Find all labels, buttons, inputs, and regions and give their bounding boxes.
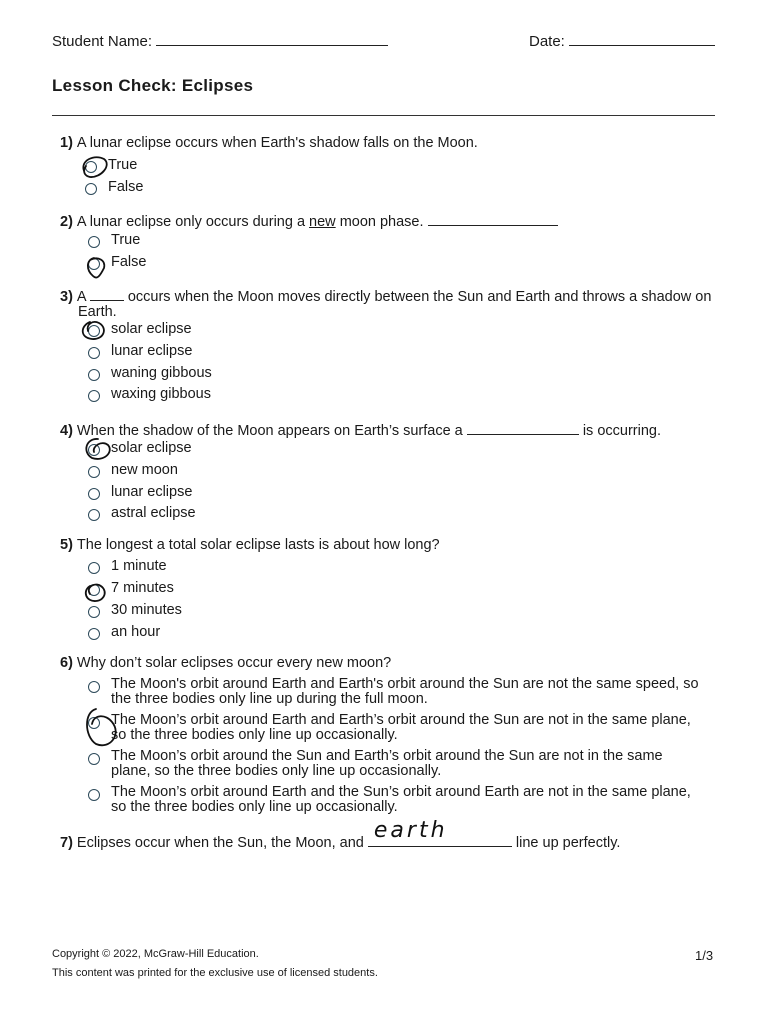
radio-button[interactable] [88, 509, 100, 521]
emphasis-word: new [309, 214, 336, 230]
radio-button[interactable] [85, 161, 97, 173]
radio-button[interactable] [88, 606, 100, 618]
radio-button[interactable] [88, 236, 100, 248]
page-title: Lesson Check: Eclipses [52, 76, 254, 95]
radio-button[interactable] [88, 628, 100, 640]
option-q4-a[interactable]: solar eclipse [88, 441, 703, 458]
footer-copyright: Copyright © 2022, McGraw-Hill Education. [52, 948, 259, 960]
question-number: 1) [60, 135, 73, 151]
radio-button[interactable] [88, 681, 100, 693]
option-q1-true[interactable]: True [85, 158, 700, 175]
radio-button[interactable] [88, 753, 100, 765]
option-q6-b[interactable]: The Moon’s orbit around Earth and Earth’s orbit around the Sun are not in the same plane, so the three bodies only line up occasionally. [88, 713, 703, 745]
option-q4-d[interactable]: astral eclipse [88, 506, 703, 523]
question-5: 5) The longest a total solar eclipse lasts is about how long? [60, 537, 440, 553]
option-q6-d[interactable]: The Moon’s orbit around Earth and the Sun’s orbit around Earth are not in the same plane, so the three bodies only line up occasionally. [88, 785, 703, 817]
radio-button[interactable] [88, 488, 100, 500]
option-q5-d[interactable]: an hour [88, 625, 703, 642]
date-blank[interactable] [569, 31, 715, 46]
radio-button[interactable] [85, 183, 97, 195]
page-number: 1/3 [695, 948, 714, 963]
option-q4-b[interactable]: new moon [88, 463, 703, 480]
answer-blank[interactable] [467, 420, 579, 435]
option-q2-true[interactable]: True [88, 233, 703, 250]
question-7: 7) Eclipses occur when the Sun, the Moon, and earth line up perfectly. [60, 818, 621, 851]
question-number: 2) [60, 214, 73, 230]
radio-button[interactable] [88, 466, 100, 478]
option-q3-d[interactable]: waxing gibbous [88, 387, 703, 404]
question-number: 4) [60, 423, 73, 439]
option-q4-c[interactable]: lunar eclipse [88, 485, 703, 502]
student-name-blank[interactable] [156, 31, 388, 46]
question-number: 5) [60, 537, 73, 553]
option-q5-a[interactable]: 1 minute [88, 559, 703, 576]
date-label: Date: [529, 33, 565, 50]
radio-button[interactable] [88, 789, 100, 801]
student-name-field[interactable] [52, 31, 388, 50]
question-4: 4) When the shadow of the Moon appears on Earth’s surface a is occurring. [60, 420, 700, 439]
option-q2-false[interactable]: False [88, 255, 703, 272]
option-q1-false[interactable]: False [85, 180, 700, 197]
option-q3-c[interactable]: waning gibbous [88, 366, 703, 383]
title-divider [52, 115, 715, 116]
question-text: A lunar eclipse occurs when Earth's shadow falls on the Moon. [76, 135, 478, 151]
radio-button[interactable] [88, 562, 100, 574]
student-name-label: Student Name: [52, 33, 153, 50]
question-1 [60, 136, 700, 151]
question-2: 2) A lunar eclipse only occurs during a new moon phase. [60, 211, 700, 230]
question-6: 6) Why don’t solar eclipses occur every new moon? [60, 655, 392, 671]
radio-button[interactable] [88, 325, 100, 337]
answer-blank[interactable] [428, 211, 558, 226]
radio-button[interactable] [88, 444, 100, 456]
radio-button[interactable] [88, 717, 100, 729]
option-q6-c[interactable]: The Moon’s orbit around the Sun and Earth’s orbit around the Sun are not in the same plane, so the three bodies only line up occasionally. [88, 749, 703, 781]
option-q3-b[interactable]: lunar eclipse [88, 344, 703, 361]
radio-button[interactable] [88, 369, 100, 381]
answer-blank[interactable] [90, 286, 124, 301]
question-number: 7) [60, 835, 73, 851]
option-q5-b[interactable]: 7 minutes [88, 581, 703, 598]
radio-button[interactable] [88, 390, 100, 402]
date-field[interactable] [529, 31, 715, 50]
option-q3-a[interactable]: solar eclipse [88, 322, 703, 339]
question-number: 6) [60, 655, 73, 671]
radio-button[interactable] [88, 584, 100, 596]
question-number: 3) [60, 289, 73, 305]
radio-button[interactable] [88, 347, 100, 359]
radio-button[interactable] [88, 258, 100, 270]
handwritten-answer: earth [373, 818, 448, 843]
option-q6-a[interactable]: The Moon's orbit around Earth and Earth's orbit around the Sun are not the same speed, so the three bodies only line up during the full moon. [88, 677, 703, 709]
option-q5-c[interactable]: 30 minutes [88, 603, 703, 620]
answer-blank[interactable] [368, 818, 512, 847]
question-3: 3) A occurs when the Moon moves directly between the Sun and Earth and throws a shadow on Earth. [60, 286, 718, 320]
footer-notice: This content was printed for the exclusive use of licensed students. [52, 967, 378, 979]
